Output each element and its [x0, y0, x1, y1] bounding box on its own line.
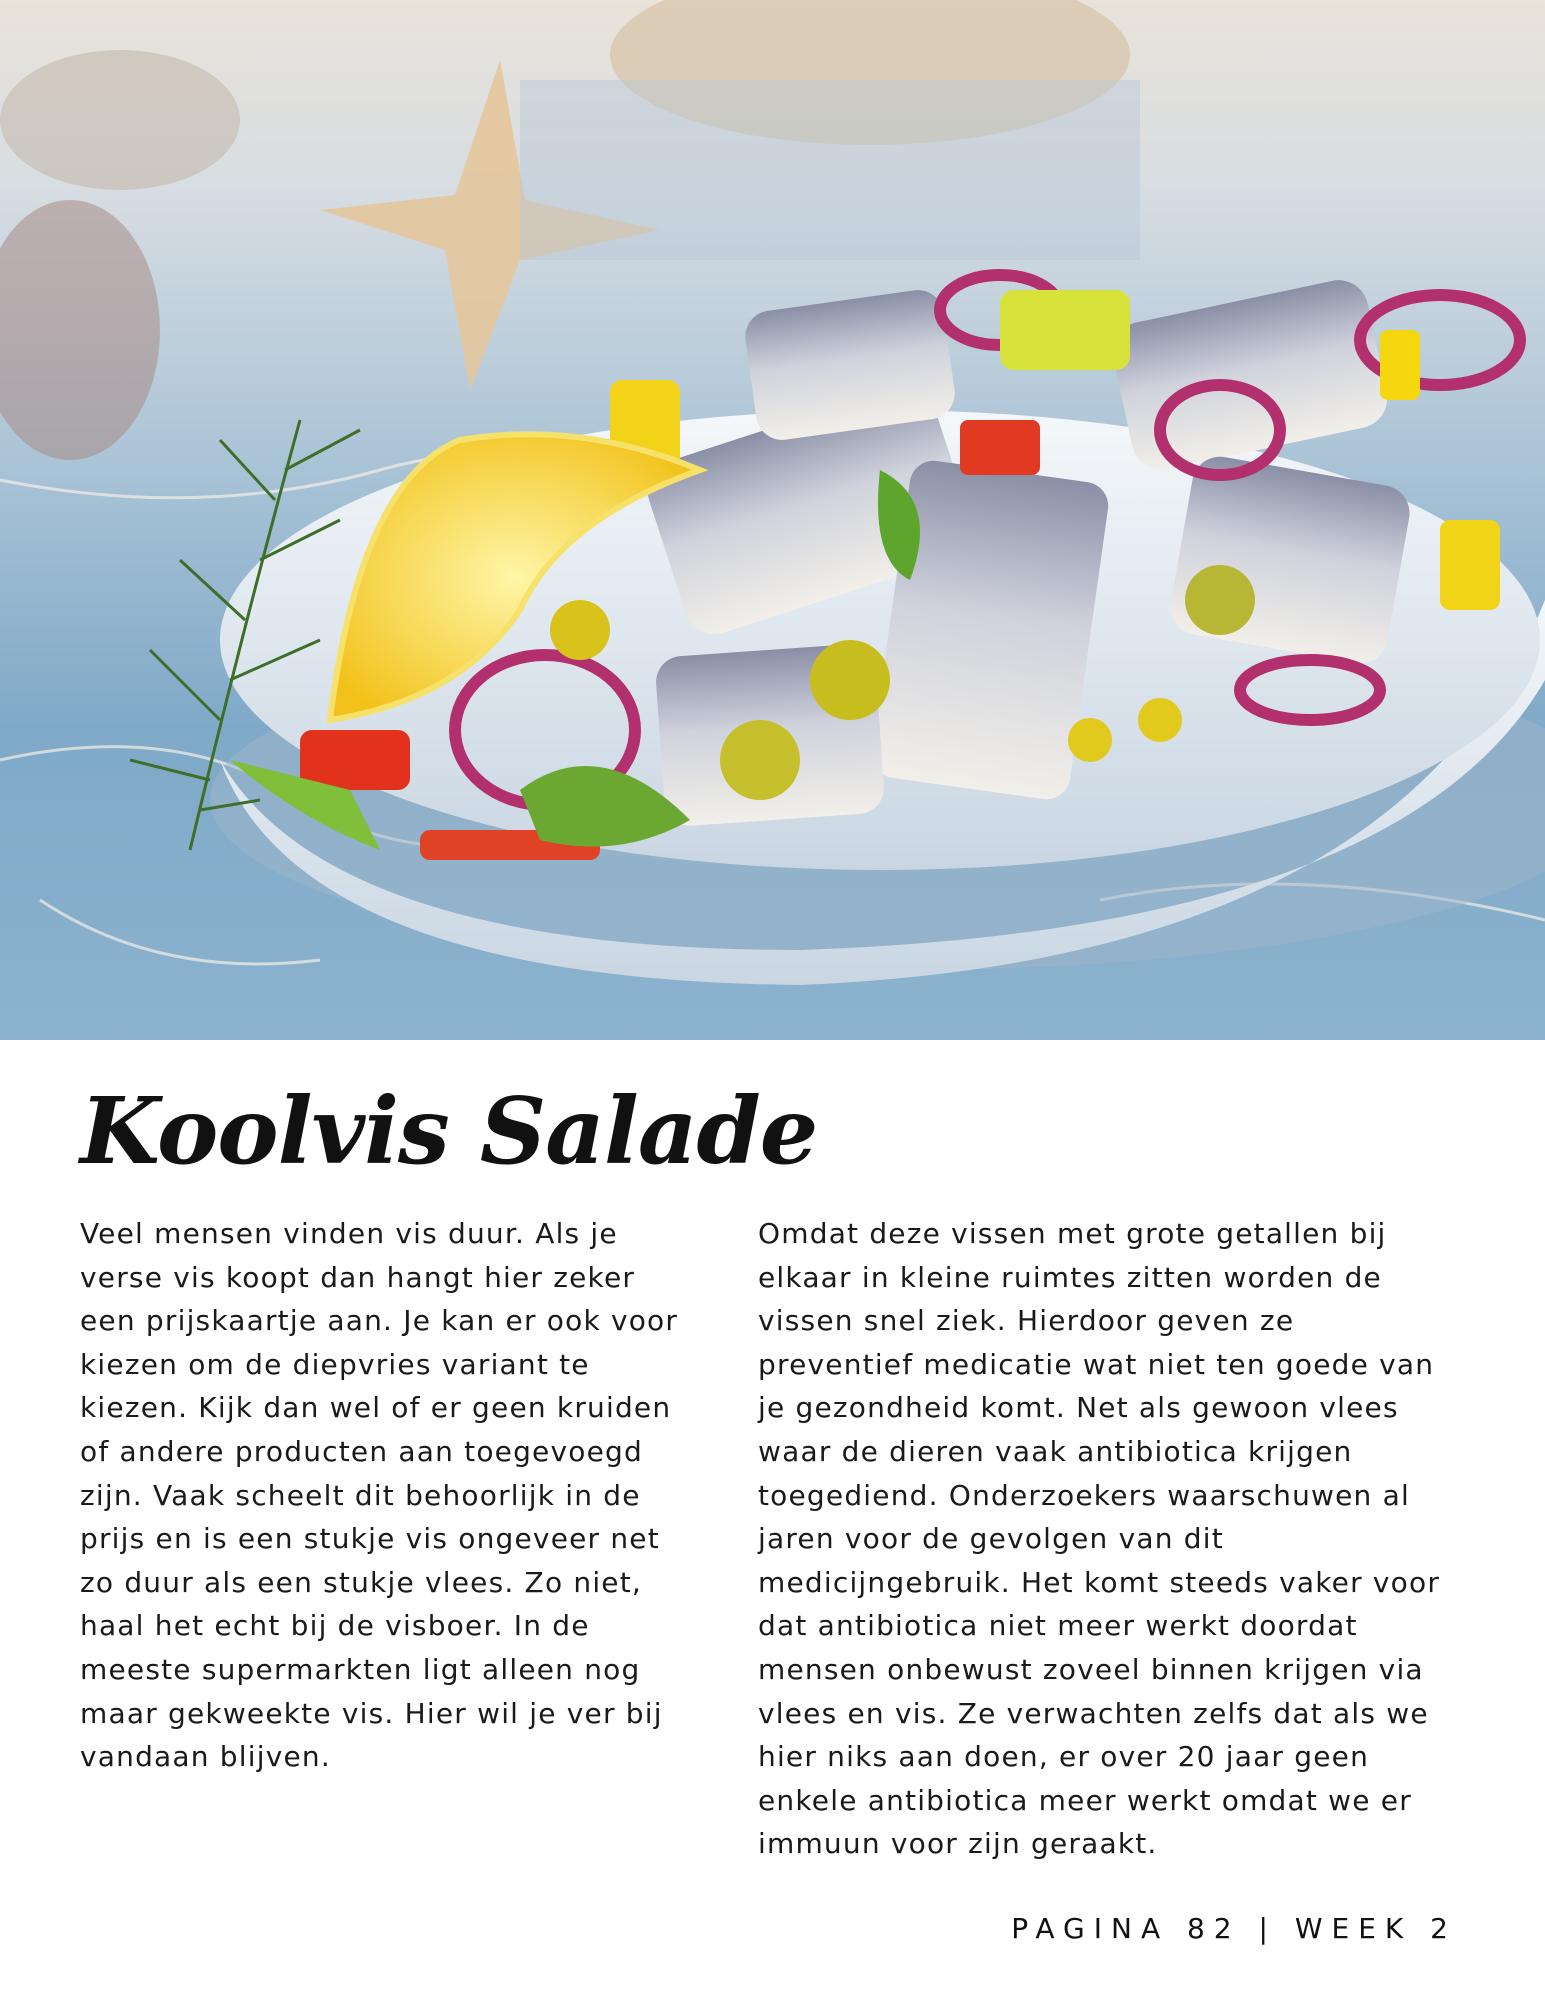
body-text-left: Veel mensen vinden vis duur. Als je verse vis koopt dan hangt hier zeker een prijskaartje aan. Je kan er ook voor kiezen om de diepvries variant te kiezen. Kijk dan wel of er geen kruiden of andere producten aan toegevoegd zijn. Vaak scheelt dit behoorlijk in de prijs en is een stukje vis ongeveer net zo duur als een stukje vlees. Zo niet, haal het echt bij de visboer. In de meeste supermarkten ligt alleen nog maar gekweekte vis. Hier wil je ver bij vandaan blijven. [80, 1217, 679, 1774]
page-title: Koolvis Salade [80, 1077, 818, 1185]
page-footer: PAGINA 82 | WEEK 2 [1011, 1912, 1457, 1945]
body-text-right: Omdat deze vissen met grote getallen bij elkaar in kleine ruimtes zitten worden de vissen snel ziek. Hierdoor geven ze preventief medicatie wat niet ten goede van je gezondheid komt. Net als gewoon vlees waar de dieren vaak antibiotica krijgen toegediend. Onderzoekers waarschuwen al jaren voor de gevolgen van dit medicijngebruik. Het komt steeds vaker voor dat antibiotica niet meer werkt doordat mensen onbewust zoveel binnen krijgen via vlees en vis. Ze verwachten zelfs dat als we hier niks aan doen, er over 20 jaar geen enkele antibiotica meer werkt omdat we er immuun voor zijn geraakt. [758, 1217, 1441, 1861]
